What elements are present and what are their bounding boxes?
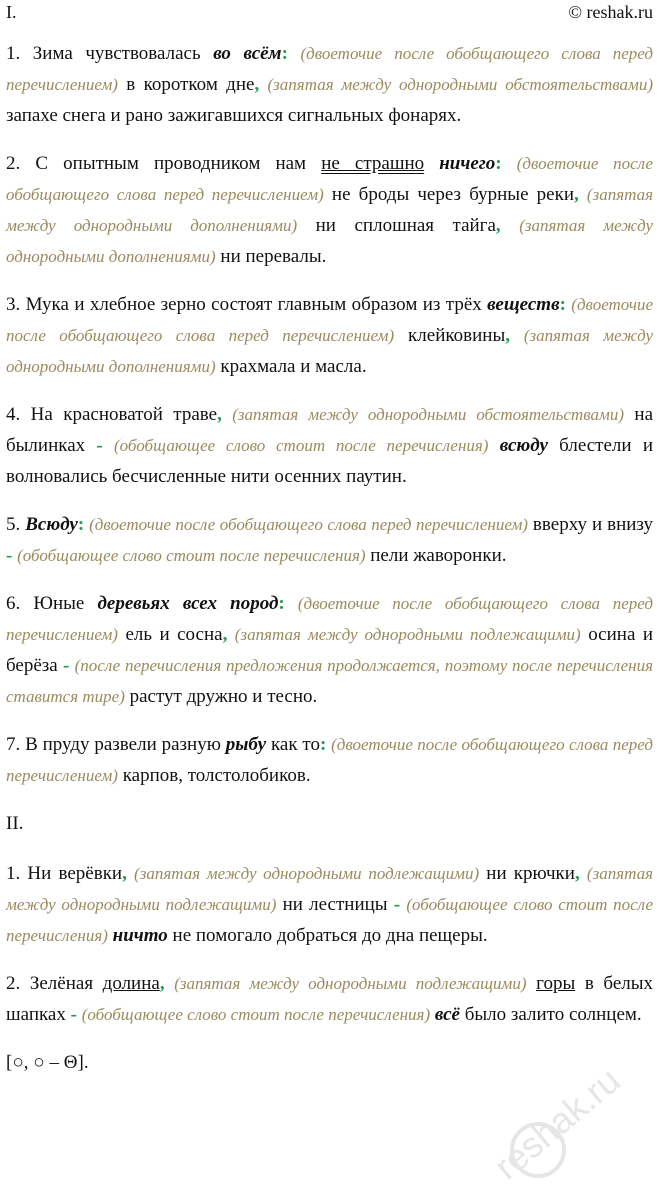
text: не броды через бурные реки: [323, 184, 574, 205]
text: пели жаворонки.: [365, 545, 507, 566]
text: 5.: [6, 514, 26, 535]
text: было залито солнцем.: [459, 1004, 642, 1025]
punct: ,: [574, 184, 579, 205]
comment: (запятая между однородными дополнениями): [6, 326, 654, 376]
text: в коротком дне: [117, 74, 255, 95]
predicate: не страшно: [321, 153, 425, 174]
comment: (обобщающее слово стоит после перечисления): [113, 436, 489, 455]
generalizing-word: ничего: [439, 153, 496, 174]
text: как то: [266, 734, 320, 755]
punct: ,: [574, 863, 580, 884]
punct: -: [96, 435, 103, 456]
comment: (запятая между однородными обстоятельствами): [232, 405, 624, 424]
text: 7. В пруду развели разную: [6, 734, 226, 755]
sentence-ii-1: [6, 858, 653, 951]
generalizing-word: во всём: [213, 43, 282, 64]
generalizing-word: ничто: [112, 925, 168, 946]
comment: (запятая между однородными подлежащими): [174, 974, 527, 993]
generalizing-word: всюду: [499, 435, 548, 456]
sentence-ii-2: [6, 968, 653, 1030]
text: 2. Зелёная: [6, 973, 103, 994]
text: 4. На красноватой траве: [6, 404, 218, 425]
text: 1. Ни верёвки: [6, 863, 123, 884]
comment: (запятая между однородными дополнениями): [6, 185, 653, 235]
text: 6. Юные: [6, 593, 98, 614]
text: 3. Мука и хлебное зерно состоят главным образом из трёх: [6, 294, 488, 315]
punct: ,: [159, 973, 165, 994]
text: ни лестницы: [276, 894, 394, 915]
text: ель и сосна: [117, 624, 223, 645]
text: осина и берёза: [6, 624, 654, 676]
header: [0, 0, 659, 28]
section-2-heading: II.: [6, 813, 24, 834]
subject: горы: [536, 973, 576, 994]
text: не помогало добраться до дна пещеры.: [167, 925, 488, 946]
generalizing-word: рыбу: [225, 734, 267, 755]
comment: (двоеточие после обобщающего слова перед перечислением): [6, 295, 654, 345]
text: 2. С опытным проводником нам: [6, 153, 322, 174]
punct: ,: [222, 624, 228, 645]
punct: -: [393, 894, 401, 915]
comment: (двоеточие после обобщающего слова перед перечислением): [6, 594, 653, 644]
text: вверху и внизу: [527, 514, 654, 535]
text: карпов, толстолобиков.: [117, 765, 311, 786]
punct: ,: [254, 74, 260, 95]
text: крахмала и масла.: [215, 356, 367, 377]
text: ни сплошная тайга: [297, 215, 496, 236]
sentence-6: [6, 588, 653, 712]
punct: :: [77, 514, 85, 535]
text: клейковины: [394, 325, 506, 346]
comment: (после перечисления предложения продолжается, поэтому после перечисления ставится тире): [6, 656, 654, 706]
comment: (обобщающее слово стоит после перечисления): [17, 546, 366, 565]
site-credit: © reshak.ru: [568, 2, 653, 22]
text: блестели и волновались бесчисленные нити осенних паутин.: [6, 435, 653, 487]
punct: -: [63, 655, 70, 676]
sentence-7: [6, 729, 653, 791]
sentence-2: [6, 148, 653, 272]
comment: (двоеточие после обобщающего слова перед перечислением): [89, 515, 528, 534]
generalizing-word: Всюду: [25, 514, 78, 535]
comment: (двоеточие после обобщающего слова перед перечислением): [6, 154, 654, 204]
text: ни перевалы.: [215, 246, 327, 267]
punct: :: [495, 153, 502, 174]
punct: ,: [505, 325, 510, 346]
sentence-4: [6, 399, 653, 492]
sentence-5: [6, 509, 653, 571]
text: 1. Зима чувствовалась: [6, 43, 214, 64]
punct: :: [559, 294, 566, 315]
generalizing-word: всё: [434, 1004, 460, 1025]
comment: (запятая между однородными подлежащими): [134, 864, 480, 883]
comment: (двоеточие после обобщающего слова перед перечислением): [6, 44, 654, 94]
comment: (запятая между однородными подлежащими): [234, 625, 581, 644]
sentence-scheme: [○, ○ – Θ].: [6, 1052, 89, 1073]
watermark-text: reshak.ru: [486, 1059, 628, 1188]
punct: ,: [122, 863, 127, 884]
punct: :: [278, 593, 285, 614]
sentence-3: [6, 289, 653, 382]
punct: -: [6, 545, 13, 566]
sentence-1: [6, 38, 653, 131]
punct: -: [70, 1004, 77, 1025]
comment: (запятая между однородными подлежащими): [6, 864, 653, 914]
text: ни крючки: [479, 863, 575, 884]
text: запахе снега и рано зажигавшихся сигнальных фонарях.: [6, 105, 462, 126]
punct: :: [319, 734, 327, 755]
punct: :: [281, 43, 288, 64]
comment: (запятая между однородными дополнениями): [6, 216, 653, 266]
comment: (запятая между однородными обстоятельствами): [267, 75, 653, 94]
subject: долина: [102, 973, 160, 994]
section-number: I.: [6, 2, 17, 22]
comment: (обобщающее слово стоит после перечисления): [81, 1005, 431, 1024]
content: [6, 38, 653, 1095]
punct: ,: [495, 215, 501, 236]
generalizing-word: деревьях всех пород: [97, 593, 279, 614]
text: в белых шапках: [6, 973, 654, 1025]
text: на былинках: [6, 404, 653, 456]
comment: (обобщающее слово стоит после перечисления): [6, 895, 654, 945]
punct: ,: [217, 404, 222, 425]
text: растут дружно и тесно.: [124, 686, 318, 707]
generalizing-word: веществ: [487, 294, 560, 315]
copyright-icon: [512, 1124, 564, 1176]
comment: (двоеточие после обобщающего слова перед перечислением): [6, 735, 653, 785]
